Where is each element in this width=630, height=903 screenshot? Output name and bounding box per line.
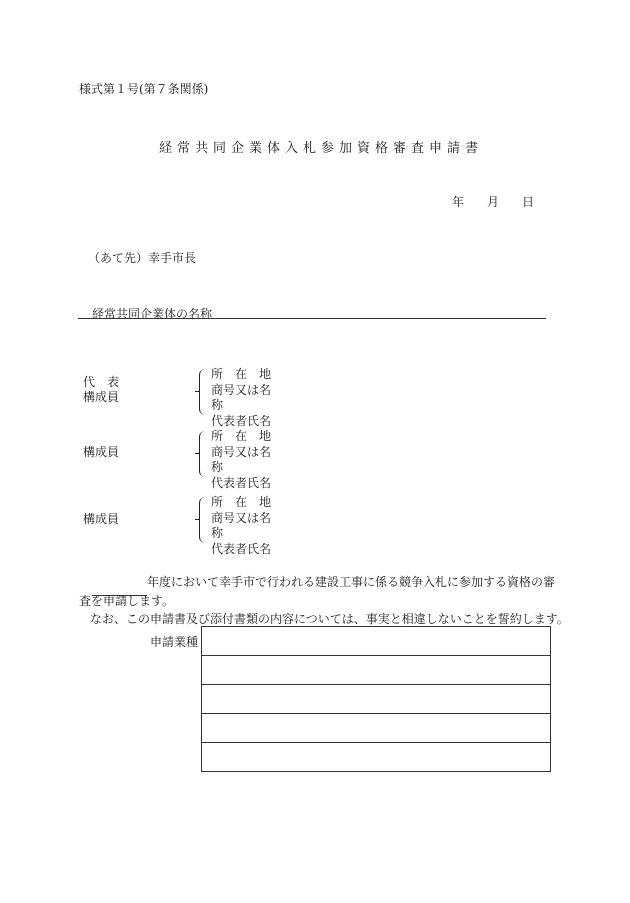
field-representative-name: 代表者氏名 [211, 541, 272, 556]
declaration-line1: 年度において幸手市で行われる建設工事に係る競争入札に参加する資格の審 [147, 575, 556, 589]
brace-icon [199, 431, 208, 477]
field-company-name: 商号又は名称 [211, 510, 272, 540]
member-representative [80, 367, 272, 428]
jv-name-label: 経常共同企業体の名称 [92, 307, 213, 321]
member-role-line1: 代 表 [82, 375, 119, 389]
application-category-cell[interactable] [202, 743, 551, 772]
application-category-cell[interactable] [202, 714, 551, 743]
member-role-line2: 構成員 [82, 445, 119, 459]
member-role-line2: 構成員 [82, 390, 119, 404]
date-day-label: 日 [522, 195, 535, 209]
brace-icon [199, 497, 208, 543]
member-role-line2: 構成員 [82, 512, 119, 526]
declaration-line3: なお、この申請書及び添付書類の内容については、事実と相違しないことを誓約します。 [90, 612, 569, 626]
application-category-cell[interactable] [202, 627, 551, 656]
declaration-line2: 査を申請します。 [79, 594, 175, 608]
document-title: 経常共同企業体入札参加資格審査申請書 [158, 141, 483, 156]
application-category-cell[interactable] [202, 685, 551, 714]
jv-name-field-line[interactable] [78, 318, 546, 319]
application-category-label: 申請業種 [150, 635, 199, 649]
member-2 [80, 429, 272, 490]
field-company-name: 商号又は名称 [211, 382, 272, 412]
field-company-name: 商号又は名称 [211, 444, 272, 474]
form-number: 様式第１号(第７条関係) [79, 82, 209, 96]
field-address: 所 在 地 [211, 367, 272, 381]
member-3 [80, 495, 272, 556]
field-representative-name: 代表者氏名 [211, 413, 272, 428]
brace-icon [199, 369, 208, 415]
application-category-cell[interactable] [202, 656, 551, 685]
date-month-label: 月 [487, 195, 500, 209]
field-address: 所 在 地 [211, 429, 272, 443]
field-address: 所 在 地 [211, 495, 272, 509]
application-category-table [201, 626, 551, 772]
field-representative-name: 代表者氏名 [211, 475, 272, 490]
date-year-label: 年 [452, 195, 465, 209]
addressee: （あて先）幸手市長 [88, 251, 197, 265]
